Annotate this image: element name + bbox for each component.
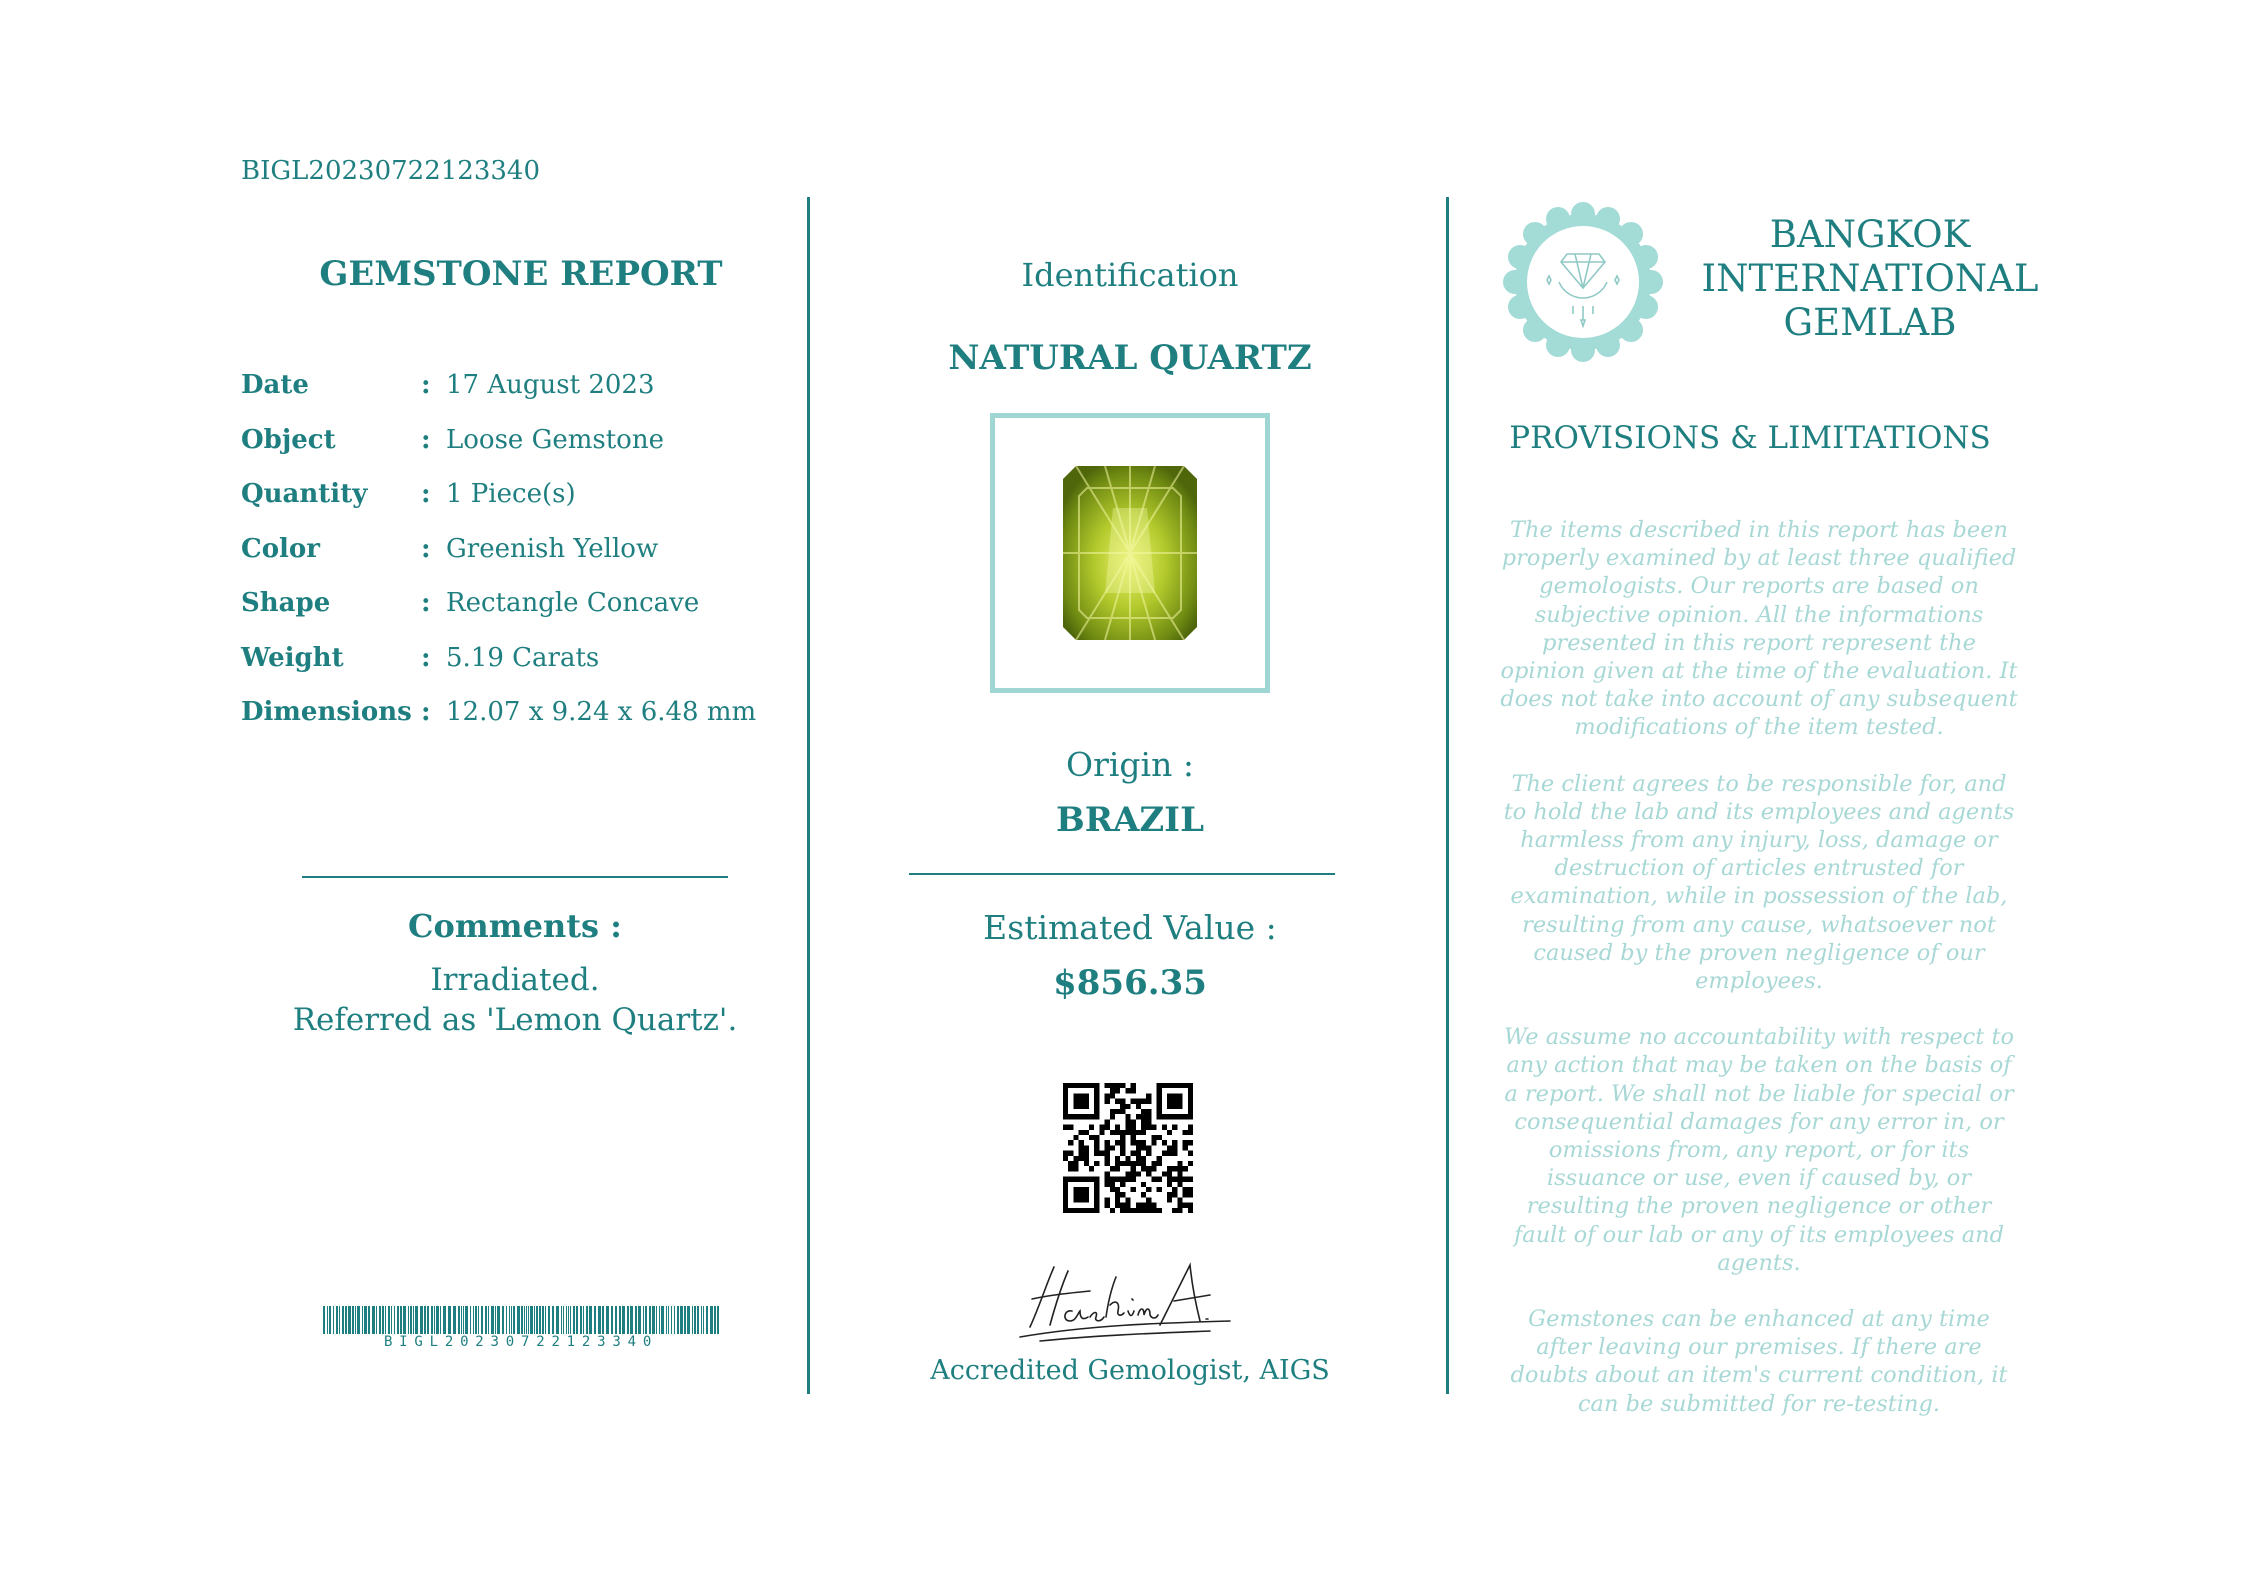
qr-code-icon [1063,1083,1193,1213]
identification-label: Identification [1021,256,1239,294]
comments-text [282,960,748,1040]
detail-colon: : [421,533,431,564]
lab-name-line: GEMLAB [1783,301,1957,344]
identification-value: NATURAL QUARTZ [948,338,1312,378]
estimated-value-amount: $856.35 [1053,963,1207,1003]
column-divider-right [1446,197,1449,1394]
detail-label: Color [241,533,320,564]
detail-label: Dimensions [241,697,412,727]
detail-value: Rectangle Concave [446,588,700,618]
detail-value: 17 August 2023 [446,370,655,400]
comments-line: Referred as 'Lemon Quartz'. [292,1002,738,1038]
gemstone-photo-frame [990,413,1270,693]
detail-value: Greenish Yellow [446,533,659,564]
lab-name [1700,213,2040,345]
column-divider-left [807,197,810,1394]
provision-paragraph: Gemstones can be enhanced at any time after leaving our premises. If there are doubts about an item's current condition, it can be submitted for re-testing. [1510,1306,2008,1417]
provision-paragraph: We assume no accountability with respect to any action that may be taken on the basis of a report. We shall not be liable for special or consequential damages for any error in, or omissions from, any report, or for its issuance or use, even if caused by, or resulting the proven negligence or other fault of our lab or any of its employees and agents. [1503,1024,2015,1276]
detail-value: Loose Gemstone [446,424,664,455]
detail-value: 5.19 Carats [446,642,600,673]
detail-colon: : [421,370,431,400]
comments-title: Comments : [408,907,622,945]
detail-colon: : [421,424,431,455]
provisions-text [1498,516,2020,1446]
lab-seal-icon [1503,202,1663,362]
value-divider [909,873,1335,875]
detail-label: Date [241,370,309,400]
provision-paragraph: The client agrees to be responsible for, and to hold the lab and its employees and agents harmless from any injury, loss, damage or destruction of articles entrusted for examination, while in possession of the lab, resulting from any cause, whatsoever not caused by the proven negligence of our employees. [1503,770,2015,995]
lab-name-line: BANGKOK [1769,213,1971,256]
comments-line: Irradiated. [430,962,600,998]
detail-label: Shape [241,588,331,618]
origin-label: Origin : [1066,745,1194,784]
detail-colon: : [421,479,431,509]
detail-colon: : [421,642,431,673]
barcode-text: BIGL20230722123340 [383,1334,659,1350]
estimated-value-label: Estimated Value : [983,908,1277,947]
provisions-title: PROVISIONS & LIMITATIONS [1509,420,1991,456]
detail-value: 1 Piece(s) [446,479,576,509]
comments-divider [302,876,728,878]
detail-label: Weight [241,642,344,673]
report-number: BIGL20230722123340 [241,156,540,186]
origin-value: BRAZIL [1055,800,1204,840]
signer-title: Accredited Gemologist, AIGS [930,1355,1330,1386]
detail-colon: : [421,588,431,618]
provision-paragraph: The items described in this report has been properly examined by at least three qualified gemologists. Our reports are based on subjective opinion. All the informations presented in this report represent the opinion given at the time of the evaluation. It does not take into account of any subsequent modifications of the item tested. [1500,517,2018,741]
detail-colon: : [421,697,431,727]
detail-label: Object [241,424,336,455]
detail-value: 12.07 x 9.24 x 6.48 mm [446,697,757,727]
signature-icon [1010,1255,1240,1345]
lab-name-line: INTERNATIONAL [1701,257,2039,300]
report-title: GEMSTONE REPORT [319,254,723,294]
detail-label: Quantity [241,479,368,509]
gemstone-photo [995,418,1265,688]
